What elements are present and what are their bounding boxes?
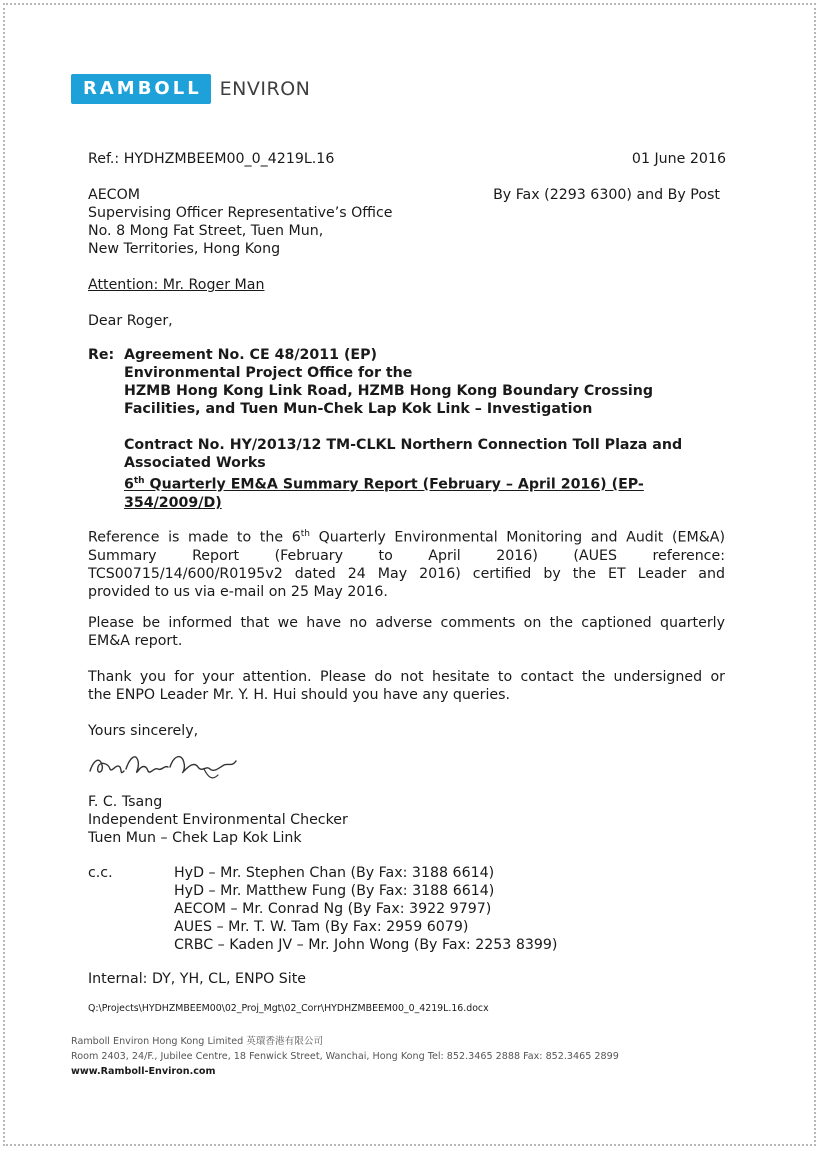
attention-line: Attention: Mr. Roger Man — [88, 277, 265, 293]
subject-line: Agreement No. CE 48/2011 (EP) — [124, 347, 378, 363]
closing: Yours sincerely, — [88, 723, 199, 739]
footer-company: Ramboll Environ Hong Kong Limited 英環香港有限公司 — [71, 1036, 324, 1047]
signatory-name: F. C. Tsang — [88, 794, 163, 810]
address-line: New Territories, Hong Kong — [88, 241, 281, 257]
reference-number: Ref.: HYDHZMBEEM00_0_4219L.16 — [88, 151, 335, 167]
cc-item: AECOM – Mr. Conrad Ng (By Fax: 3922 9797) — [174, 901, 492, 917]
paragraph-comments — [88, 614, 725, 650]
contract-line: Contract No. HY/2013/12 TM-CLKL Northern Connection Toll Plaza and — [124, 437, 683, 453]
delivery-method: By Fax (2293 6300) and By Post — [493, 187, 720, 203]
para-line: Thank you for your attention. Please do not hesitate to contact the undersigned or — [88, 669, 725, 685]
subject-line: Facilities, and Tuen Mun-Chek Lap Kok Link – Investigation — [124, 401, 593, 417]
salutation: Dear Roger, — [88, 313, 173, 329]
file-path: Q:\Projects\HYDHZMBEEM00\02_Proj_Mgt\02_Corr\HYDHZMBEEM00_0_4219L.16.docx — [88, 1003, 489, 1014]
letter-date: 01 June 2016 — [631, 151, 726, 167]
para-line: Please be informed that we have no adverse comments on the captioned quarterly — [88, 615, 725, 631]
address-line: Supervising Officer Representative’s Office — [88, 205, 393, 221]
paragraph-thanks — [88, 668, 725, 704]
signatory-project: Tuen Mun – Chek Lap Kok Link — [88, 830, 302, 846]
cc-item: HyD – Mr. Stephen Chan (By Fax: 3188 6614) — [174, 865, 495, 881]
cc-list — [174, 864, 557, 954]
subject-line: Environmental Project Office for the — [124, 365, 413, 381]
report-title-line: 6th Quarterly EM&A Summary Report (February – April 2016) (EP- — [124, 476, 644, 493]
contract-line: Associated Works — [124, 455, 266, 471]
para-line: Summary Report (February to April 2016) (AUES reference: — [88, 547, 725, 564]
footer-address: Room 2403, 24/F., Jubilee Centre, 18 Fenwick Street, Wanchai, Hong Kong Tel: 852.3465 2888 Fax: 852.3465 2899 — [71, 1051, 619, 1062]
footer-website: www.Ramboll-Environ.com — [71, 1066, 216, 1077]
cc-label: c.c. — [88, 865, 113, 881]
cc-item: AUES – Mr. T. W. Tam (By Fax: 2959 6079) — [174, 919, 469, 935]
signatory-title: Independent Environmental Checker — [88, 812, 348, 828]
signatory-block — [88, 793, 348, 847]
paragraph-reference — [88, 525, 725, 601]
address-line: No. 8 Mong Fat Street, Tuen Mun, — [88, 223, 324, 239]
address-line: AECOM — [88, 187, 140, 203]
para-line: TCS00715/14/600/R0195v2 dated 24 May 2016) certified by the ET Leader and — [88, 565, 725, 582]
internal-distribution: Internal: DY, YH, CL, ENPO Site — [88, 971, 307, 987]
para-line: Reference is made to the 6th Quarterly Environmental Monitoring and Audit (EM&A) — [88, 529, 725, 546]
para-line: the ENPO Leader Mr. Y. H. Hui should you have any queries. — [88, 687, 511, 703]
cc-item: CRBC – Kaden JV – Mr. John Wong (By Fax: 2253 8399) — [174, 937, 558, 953]
recipient-address — [88, 186, 393, 258]
footer — [71, 1034, 619, 1079]
subject-line: HZMB Hong Kong Link Road, HZMB Hong Kong Boundary Crossing — [124, 383, 654, 399]
company-logo — [71, 74, 310, 104]
para-line: provided to us via e-mail on 25 May 2016. — [88, 583, 388, 600]
para-line: EM&A report. — [88, 633, 183, 649]
logo-sub: ENVIRON — [219, 78, 311, 100]
report-title-line-2: 354/2009/D) — [124, 494, 222, 511]
cc-item: HyD – Mr. Matthew Fung (By Fax: 3188 6614) — [174, 883, 495, 899]
re-label: Re: — [88, 347, 115, 363]
handwritten-signature — [86, 745, 246, 785]
logo-brand: RAMBOLL — [71, 74, 211, 104]
